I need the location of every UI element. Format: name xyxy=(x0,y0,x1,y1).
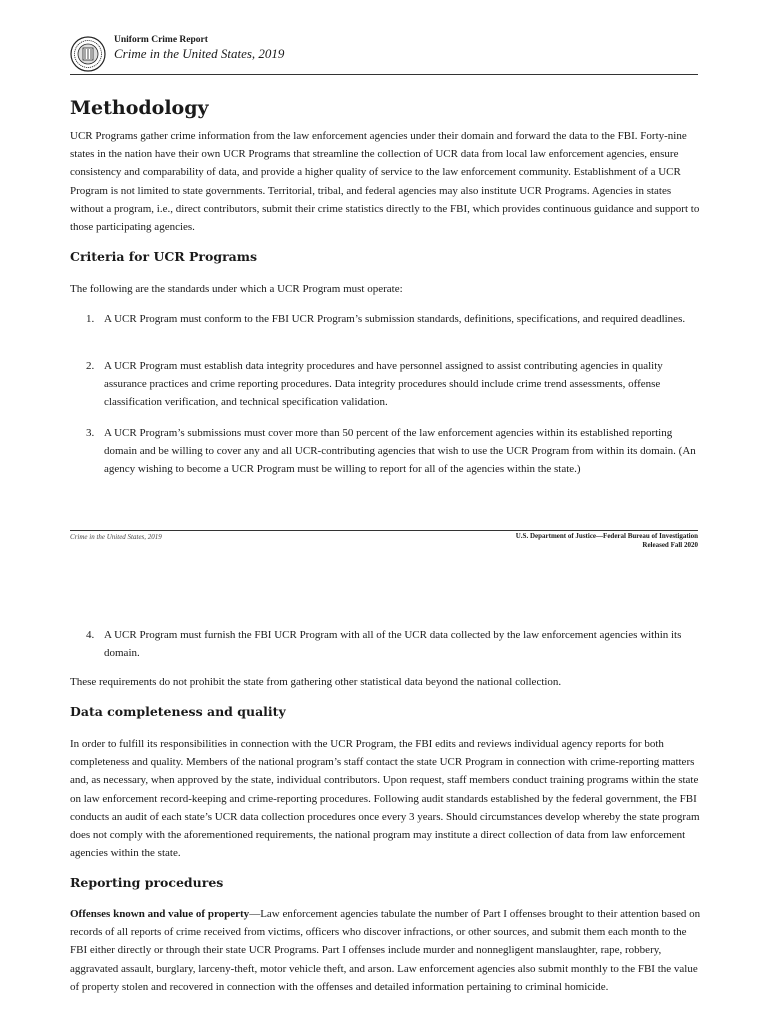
reporting-procedures-paragraph xyxy=(70,905,702,996)
offenses-known-lead: Offenses known and value of property xyxy=(70,908,250,920)
list-item-number: 2. xyxy=(86,360,95,372)
list-item-number: 3. xyxy=(86,427,95,439)
list-item xyxy=(86,357,700,412)
criteria-lead: The following are the standards under which a UCR Program must operate: xyxy=(70,283,403,295)
reporting-procedures-heading: Reporting procedures xyxy=(70,875,224,890)
page-header xyxy=(70,34,698,75)
list-item-text: A UCR Program’s submissions must cover more than 50 percent of the law enforcement agencies within its established reporting domain and be willing to cover any and all UCR-contributing agencies that wish to use the UCR Program from within its domain. (An agency wishing to become a UCR Program must be willing to report for all of the agencies within the state.) xyxy=(104,427,696,476)
reporting-procedures-text: —Law enforcement agencies tabulate the number of Part I offenses brought to their attention based on records of all reports of crime received from victims, officers who discover infractions, or other sources, and submit them each month to the FBI either directly or through their state UCR Programs. Part I offenses include murder and nonnegligent manslaughter, rape, robbery, aggravated assault, burglary, larceny-theft, motor vehicle theft, and arson. Law enforcement agencies also submit monthly to the FBI the value of property stolen and recovered in connection with the offenses and detailed information pertaining to criminal homicide. xyxy=(70,908,701,993)
list-item xyxy=(86,310,700,328)
footer-release: Released Fall 2020 xyxy=(642,541,698,549)
requirements-note: These requirements do not prohibit the state from gathering other statistical data beyond the national collection. xyxy=(70,676,562,688)
list-item xyxy=(86,424,700,479)
list-item-number: 4. xyxy=(86,629,95,641)
data-completeness-paragraph: In order to fulfill its responsibilities in connection with the UCR Program, the FBI edits and reviews individual agency reports for both completeness and quality. Members of the national program’s staff contact the state UCR Program in connection with crime-reporting matters and, as necessary, when approved by the state, individual contributors. Upon request, staff members conduct training programs within the state on law enforcement record-keeping and crime-reporting procedures. Following audit standards established by the federal government, the FBI conducts an audit of each state’s UCR data collection procedures once every 3 years. Should circumstances develop whereby the state program does not comply with the aforementioned requirements, the national program may institute a direct collection of data from law enforcement agencies within the state. xyxy=(70,738,700,860)
data-completeness-heading: Data completeness and quality xyxy=(70,704,286,719)
criteria-heading: Criteria for UCR Programs xyxy=(70,249,258,264)
footer-agency: U.S. Department of Justice—Federal Bureau of Investigation xyxy=(515,532,698,540)
header-series-title: Uniform Crime Report xyxy=(114,35,208,45)
list-item-text: A UCR Program must furnish the FBI UCR Program with all of the UCR data collected by the law enforcement agencies within its domain. xyxy=(104,629,682,660)
page-title: Methodology xyxy=(70,97,209,119)
fbi-seal-icon xyxy=(70,36,106,72)
page-footer xyxy=(70,530,698,553)
list-item xyxy=(86,626,700,662)
list-item-text: A UCR Program must establish data integrity procedures and have personnel assigned to assist contributing agencies in quality assurance practices and crime reporting procedures. Data integrity procedures should include crime trend assessments, offense classification verification, and technical specification validation. xyxy=(104,360,663,409)
header-publication-title: Crime in the United States, 2019 xyxy=(114,46,285,61)
footer-publication: Crime in the United States, 2019 xyxy=(70,533,162,541)
list-item-text: A UCR Program must conform to the FBI UCR Program’s submission standards, definitions, specifications, and required deadlines. xyxy=(104,313,686,325)
list-item-number: 1. xyxy=(86,313,95,325)
intro-paragraph: UCR Programs gather crime information from the law enforcement agencies under their domain and forward the data to the FBI. Forty-nine states in the nation have their own UCR Programs that streamline the collection of UCR data from local law enforcement agencies, ensure consistency and comparability of data, and provide a higher quality of service to the law enforcement community. Establishment of a UCR Program is not limited to state governments. Territorial, tribal, and federal agencies may also institute UCR Programs. Agencies in states without a program, i.e., direct contributors, submit their crime statistics directly to the FBI, which provides continuous guidance and support to those participating agencies. xyxy=(70,130,700,234)
